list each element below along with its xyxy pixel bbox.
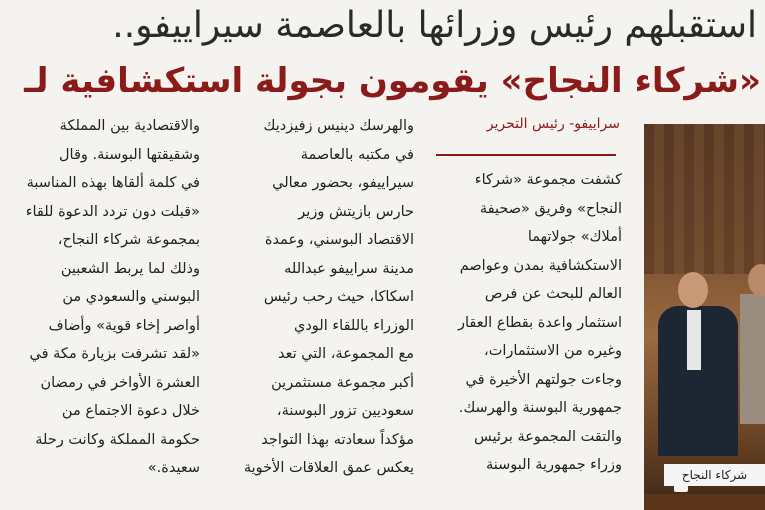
article-photo [644, 124, 765, 510]
text-line: بمجموعة شركاء النجاح، [57, 232, 200, 248]
article-column-2 [214, 112, 414, 502]
text-line: في مكتبه بالعاصمة [300, 146, 414, 163]
photo-table [644, 494, 765, 510]
article-subheadline: استقبلهم رئيس وزرائها بالعاصمة سيراييفو.. [112, 5, 757, 46]
text-line: يعكس عمق العلاقات الأخوية [243, 460, 414, 476]
text-line: والتقت المجموعة برئيس [473, 428, 622, 445]
photo-person-left-shirt [687, 310, 701, 370]
text-line: سيراييفو، بحضور معالي [272, 175, 414, 191]
article-column-3 [4, 112, 200, 502]
photo-person-left-head [678, 272, 708, 308]
text-line: العشرة الأواخر في رمضان [40, 374, 200, 391]
text-line: والاقتصادية بين المملكة [59, 118, 200, 134]
photo-background-wall [644, 124, 765, 274]
text-line: وشقيقتها البوسنة. وقال [59, 146, 200, 163]
text-line: «لقد تشرفت بزيارة مكة في [29, 346, 200, 362]
text-line: جمهورية البوسنة والهرسك. [458, 400, 622, 416]
text-line: أملاك» جولاتهما [527, 229, 622, 245]
text-line: البوسني والسعودي من [62, 289, 200, 305]
text-line: والهرسك دينيس زفيزديك [263, 118, 414, 134]
text-line: وجاءت جولتهم الأخيرة في [465, 371, 622, 388]
text-line: وزراء جمهورية البوسنة [485, 457, 622, 473]
article-column-1 [432, 166, 622, 496]
text-line: وغيره من الاستثمارات، [484, 343, 622, 359]
text-line: مدينة سراييفو عبدالله [284, 260, 414, 277]
text-line: مع المجموعة، التي تعد [277, 346, 414, 362]
text-line: حارس بازيتش وزير [298, 203, 414, 220]
article-headline: «شركاء النجاح» يقومون بجولة استكشافية لـ [24, 61, 761, 101]
text-line: أواصر إخاء قوية» وأضاف [48, 317, 200, 334]
text-line: العالم للبحث عن فرص [484, 286, 622, 302]
photo-person-right-head [748, 264, 765, 296]
text-line: سعوديين تزور البوسنة، [276, 403, 414, 419]
text-line: خلال دعوة الاجتماع من [61, 403, 200, 419]
text-line: مؤكداً سعادته بهذا التواجد [261, 431, 414, 448]
text-line: الاستكشافية بمدن وعواصم [459, 257, 622, 274]
text-line: الاقتصاد البوسني، وعمدة [264, 232, 414, 248]
text-line: استثمار واعدة بقطاع العقار [458, 314, 622, 331]
photo-caption: شركاء النجاح [664, 464, 765, 486]
text-line: النجاح» وفريق «صحيفة [479, 200, 622, 217]
photo-person-right [740, 294, 765, 424]
text-line: الوزراء باللقاء الودي [294, 317, 414, 334]
article-byline: سراييفو- رئيس التحرير [486, 116, 620, 132]
text-line: اسكاكا، حيث رحب رئيس [263, 289, 414, 305]
text-line: حكومة المملكة وكانت رحلة [35, 431, 200, 448]
text-line: وذلك لما يربط الشعبين [60, 260, 200, 277]
text-line: في كلمة ألقاها بهذه المناسبة [26, 175, 200, 191]
text-line: «قبلت دون تردد الدعوة للقاء [25, 203, 200, 220]
text-line: سعيدة.» [147, 460, 200, 476]
byline-divider [436, 154, 616, 156]
text-line: أكبر مجموعة مستثمرين [271, 374, 414, 391]
text-line: كشفت مجموعة «شركاء [474, 172, 622, 188]
